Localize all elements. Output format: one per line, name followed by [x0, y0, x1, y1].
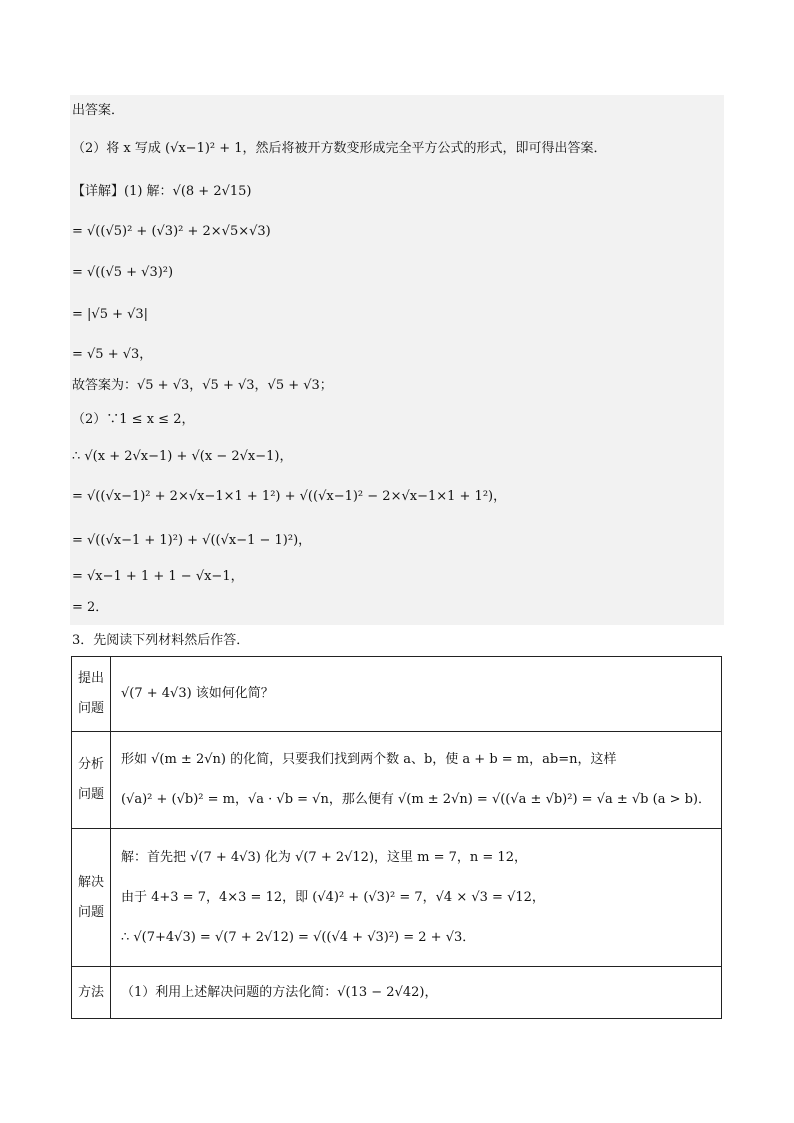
answer-line: = |√5 + √3| [72, 307, 149, 322]
row-header: 解决 问题 [72, 829, 111, 967]
question-title: 3．先阅读下列材料然后作答． [72, 633, 250, 648]
answer-line: = √((√x−1 + 1)²) + √((√x−1 − 1)²)， [72, 533, 312, 548]
row-line: 由于 4+3 = 7，4×3 = 12，即 (√4)² + (√3)² = 7，√4 × √3 = √12， [120, 889, 545, 905]
row-line: 形如 √(m ± 2√n) 的化简，只要我们找到两个数 a、b，使 a + b = m，ab=n，这样 [120, 752, 617, 767]
answer-line: = √((√5)² + (√3)² + 2×√5×√3) [72, 224, 271, 239]
answer-line: （2）将 x 写成 (√x−1)² + 1，然后将被开方数变形成完全平方公式的形式，即可得出答案． [72, 141, 607, 156]
answer-line: 出答案． [72, 103, 125, 118]
answer-line: = √((√x−1)² + 2×√x−1×1 + 1²) + √((√x−1)² − 2×√x−1×1 + 1²)， [72, 489, 507, 504]
row-header: 方法 [72, 967, 111, 1019]
row-body [110, 829, 721, 967]
row-body [110, 657, 721, 732]
answer-line: = √((√5 + √3)²) [72, 265, 174, 280]
answer-line: 【详解】(1) 解：√(8 + 2√15) [72, 184, 252, 199]
table-row [72, 829, 722, 967]
answer-line: = 2． [72, 600, 109, 615]
row-body [110, 967, 721, 1019]
answer-line: （2）∵1 ≤ x ≤ 2， [72, 412, 195, 427]
row-line: ∴ √(7+4√3) = √(7 + 2√12) = √((√4 + √3)²) = 2 + √3． [120, 929, 476, 945]
table-row [72, 967, 722, 1019]
row-line: √(7 + 4√3) 该如何化简？ [120, 686, 274, 701]
row-line: （1）利用上述解决问题的方法化简：√(13 − 2√42)， [120, 984, 438, 1000]
row-line: 解：首先把 √(7 + 4√3) 化为 √(7 + 2√12)，这里 m = 7，n = 12， [120, 849, 527, 865]
material-table [71, 656, 722, 1019]
answer-line: ∴ √(x + 2√x−1) + √(x − 2√x−1)， [72, 449, 293, 464]
answer-line: = √x−1 + 1 + 1 − √x−1， [72, 569, 244, 584]
answer-line: 故答案为：√5 + √3，√5 + √3，√5 + √3； [72, 378, 333, 393]
table-row [72, 657, 722, 732]
table-row [72, 732, 722, 829]
answer-line: = √5 + √3， [72, 347, 153, 362]
row-header: 提出 问题 [72, 657, 111, 732]
row-body [110, 732, 721, 829]
row-line: (√a)² + (√b)² = m，√a · √b = √n，那么便有 √(m ± 2√n) = √((√a ± √b)²) = √a ± √b (a > b)． [120, 792, 711, 807]
row-header: 分析 问题 [72, 732, 111, 829]
